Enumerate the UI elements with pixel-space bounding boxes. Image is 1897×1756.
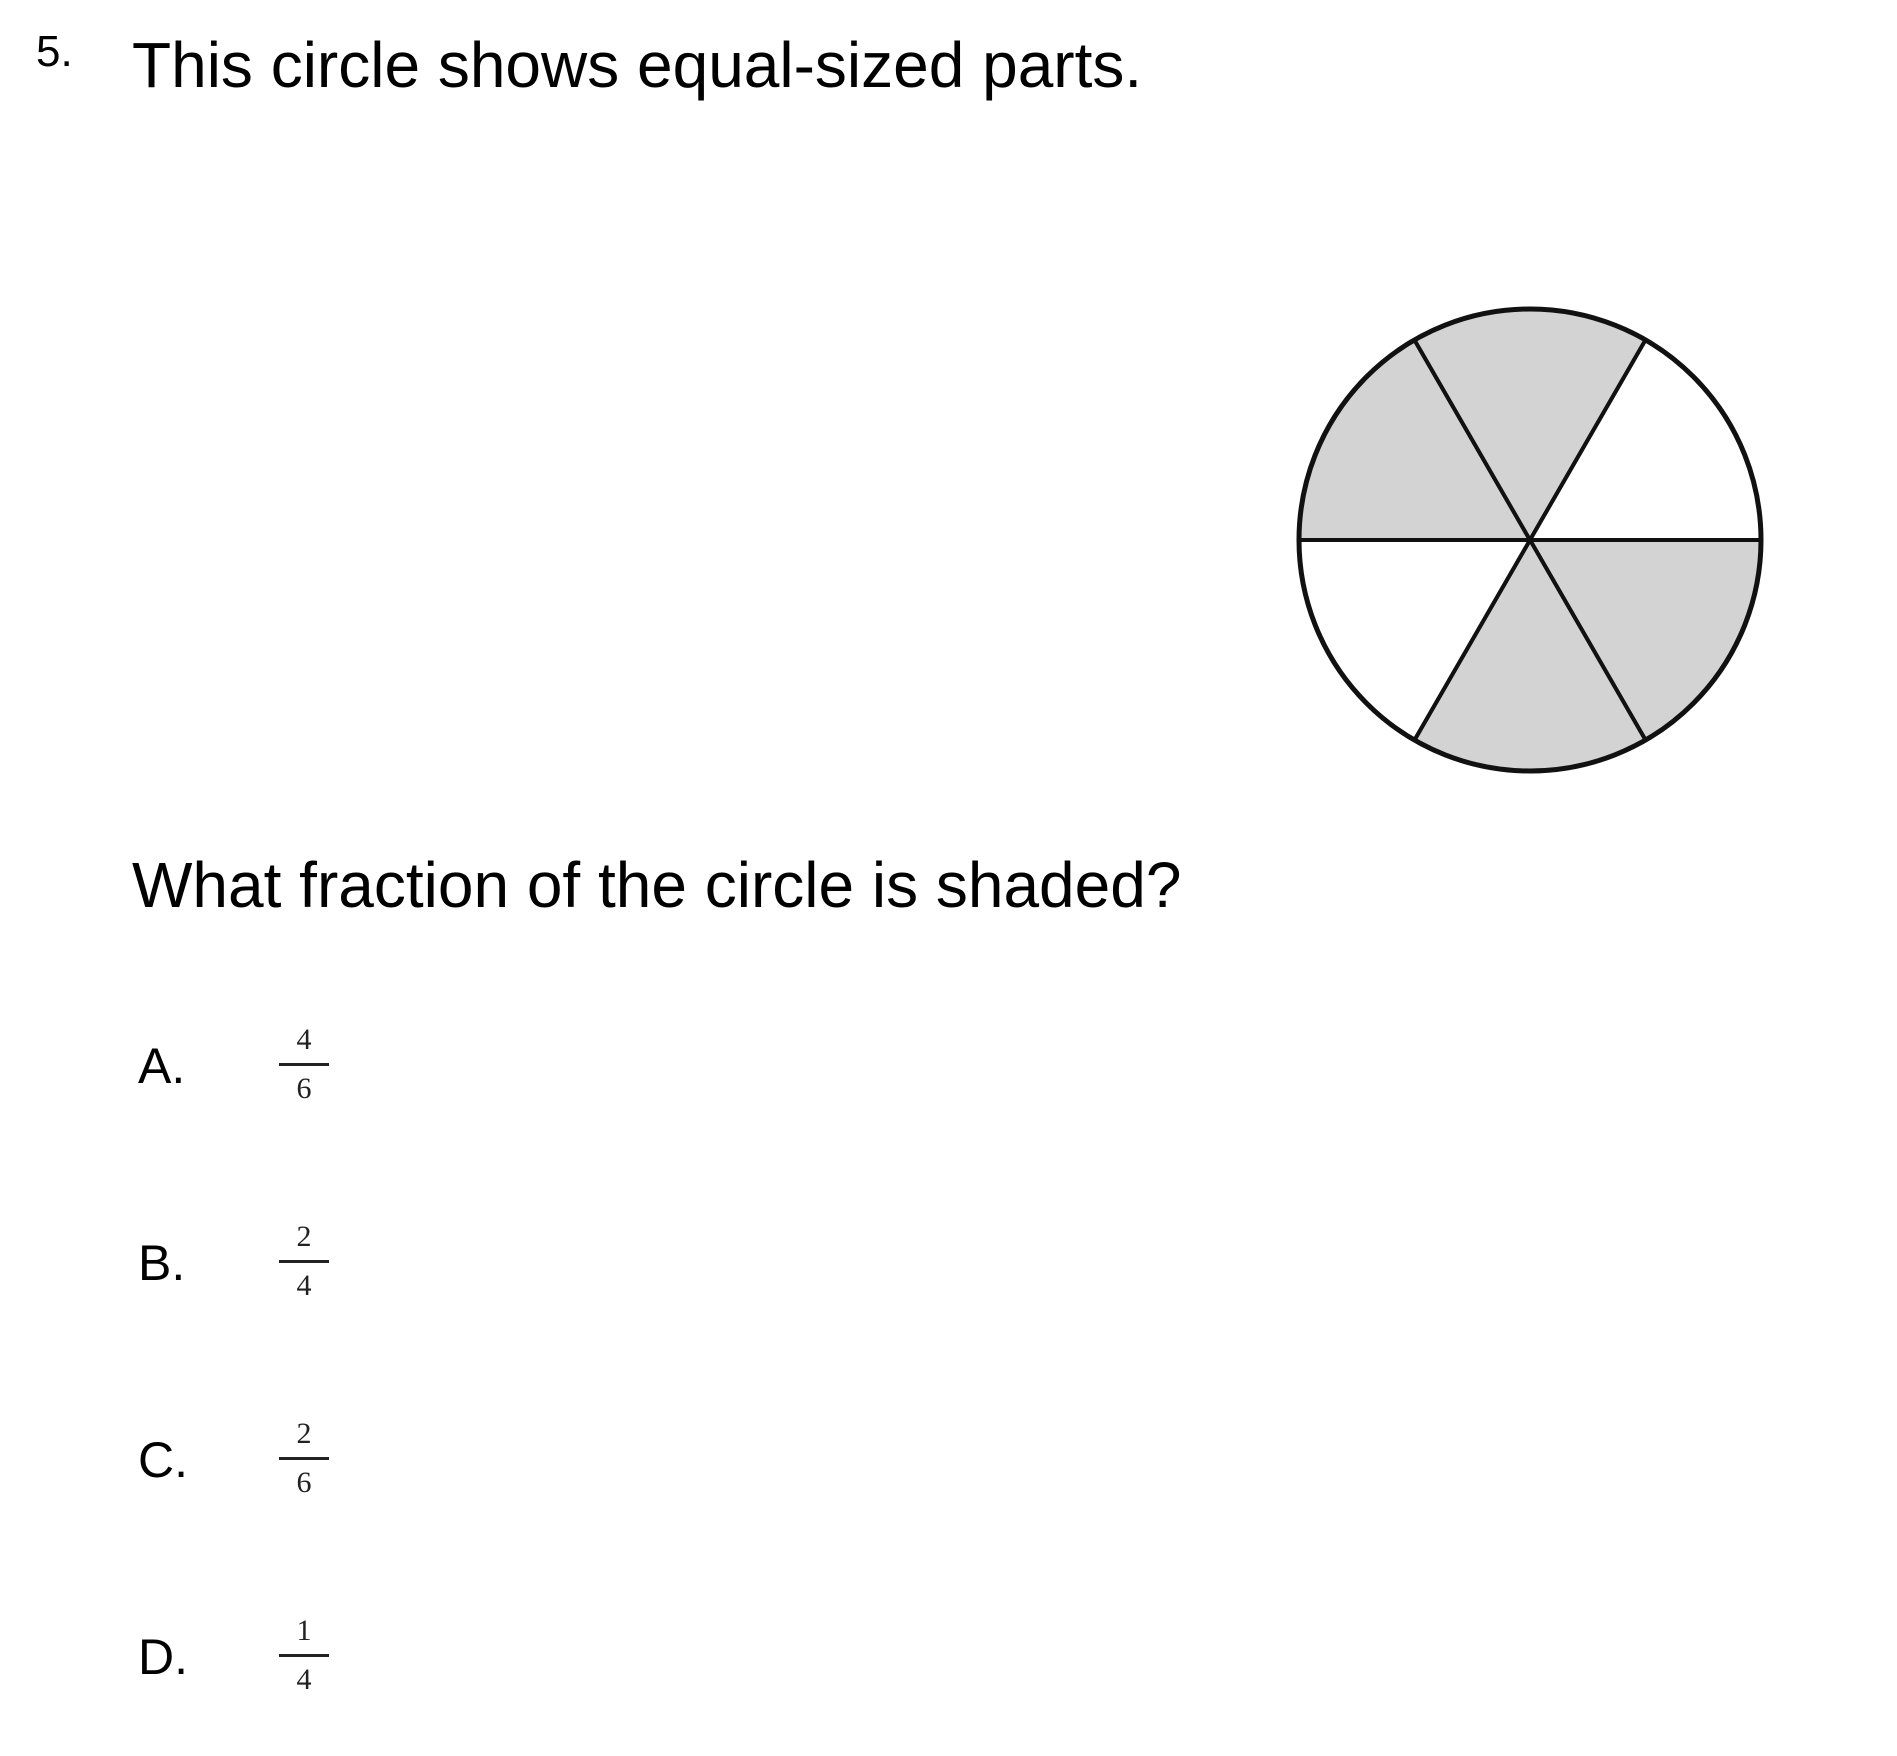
fraction-bar [279,1457,329,1460]
fraction-numerator: 1 [296,1614,312,1647]
choice-letter: B. [138,1235,186,1291]
fraction-denominator: 4 [296,1269,312,1302]
fraction-bar [279,1260,329,1263]
fraction-numerator: 4 [296,1023,312,1056]
fraction-numerator: 2 [296,1220,312,1253]
choice-b[interactable] [138,1222,438,1362]
fraction-denominator: 6 [296,1466,312,1499]
choice-a[interactable] [138,1025,438,1165]
question-stem: This circle shows equal-sized parts. [132,29,1143,101]
choice-letter: A. [138,1038,186,1094]
fraction-denominator: 4 [296,1663,312,1696]
circle-figure [1290,300,1770,780]
fraction-bar [279,1654,329,1657]
choice-c[interactable] [138,1419,438,1559]
fraction [276,1419,332,1498]
question-number: 5. [36,27,73,76]
choice-d[interactable] [138,1616,438,1756]
choice-letter: C. [138,1432,188,1488]
circle-figure-svg [1290,300,1770,780]
fraction-denominator: 6 [296,1072,312,1105]
choice-letter: D. [138,1629,188,1685]
fraction-numerator: 2 [296,1417,312,1450]
question-prompt: What fraction of the circle is shaded? [132,849,1182,921]
fraction-bar [279,1063,329,1066]
fraction [276,1616,332,1695]
fraction [276,1025,332,1104]
fraction [276,1222,332,1301]
